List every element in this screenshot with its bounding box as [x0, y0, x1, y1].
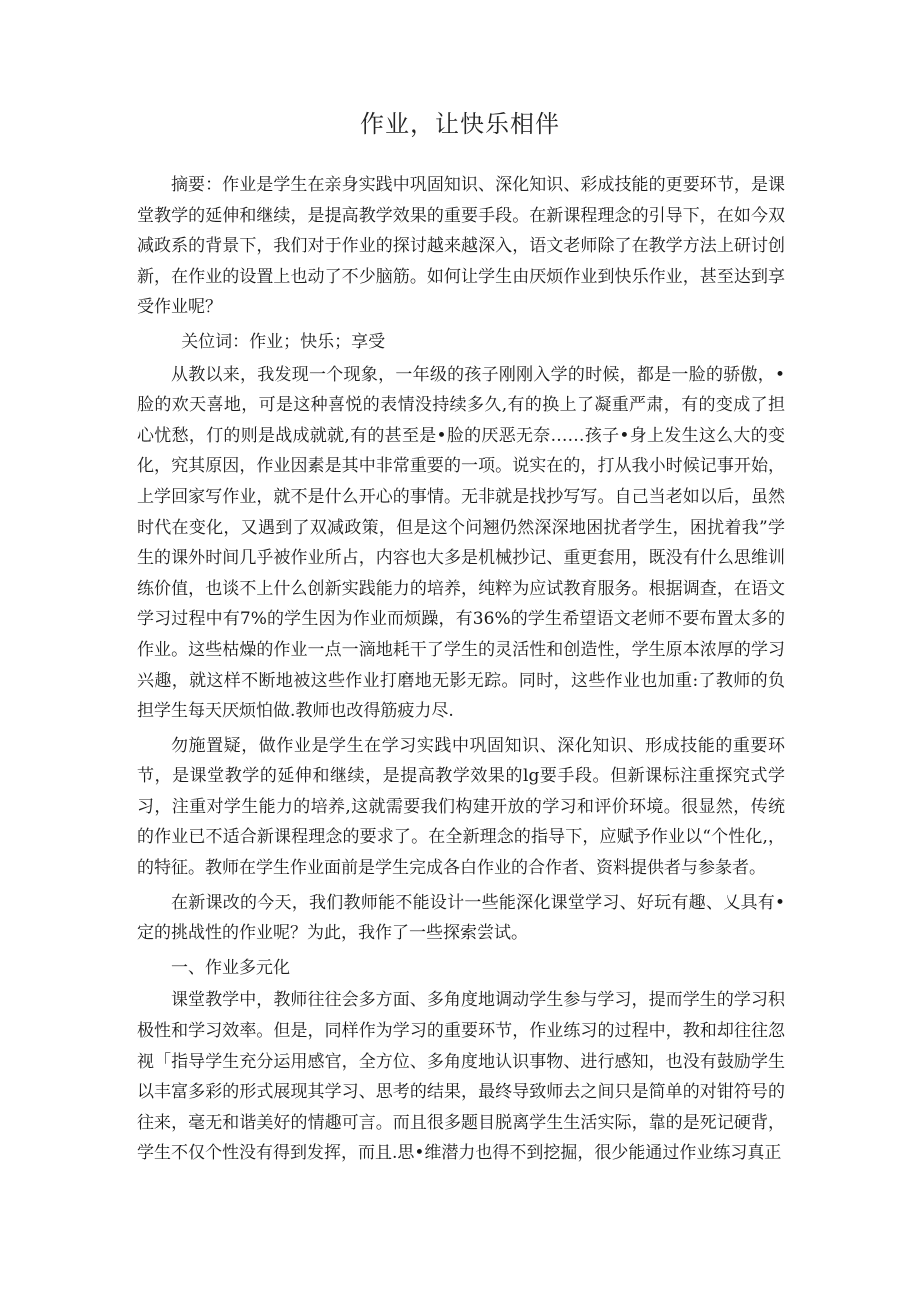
- document-title: 作业，让快乐相伴: [360, 110, 560, 138]
- abstract-paragraph: 摘要：作业是学生在亲身实践中巩固知识、深化知识、彩成技能的更要环节，是课堂教学的延伸和继续，是提高教学效果的重要手段。在新课程理念的引导下，在如今双减政系的背景下，我们对于作业的探讨越来越深入，语文老师除了在教学方法上研讨创新，在作业的设置上也动了不少脑筋。如何让学生由厌烦作业到快乐作业，甚至达到享受作业呢？: [137, 175, 785, 318]
- section-heading: 一、作业多元化: [171, 957, 290, 978]
- body-paragraph: 勿施置疑，做作业是学生在学习实践中巩固知识、深化知识、形成技能的重要环节，是课堂教学的延伸和继续，是提高教学效果的lg要手段。但新课标注重探究式学习，注重对学生能力的培养,这就需要我们构建开放的学习和评价环境。很显然，传统的作业已不适合新课程理念的要求了。在全新理念的指导下，应赋予作业以“个性化,，的特征。教师在学生作业面前是学生完成各白作业的合作者、资料提供者与参彖者。: [137, 735, 785, 879]
- section-paragraph: 课堂教学中，教师往往会多方面、多角度地调动学生参与学习，提而学生的学习积极性和学习效率。但是，同样作为学习的重要环节，作业练习的过程中，教和却往往忽视「指导学生充分运用感官，全方位、多角度地认识事物、进行感知，也没有鼓励学生以丰富多彩的形式展现其学习、思考的结果，最终导致师去之间只是简单的对钳符号的往来，毫无和谐美好的情趣可言。而且很多题目脱离学生生活实际，靠的是死记硬背，学生不仅个性没有得到发挥，而且.思•维潜力也得不到挖掘，很少能通过作业练习真正: [137, 990, 785, 1164]
- keywords-line: 关位词：作业；快乐；享受: [181, 331, 386, 352]
- document-body: [137, 170, 785, 1173]
- body-paragraph: 从教以来，我发现一个现象，一年级的孩子刚刚入学的时候，都是一脸的骄傲，•脸的欢天喜地，可是这种喜悦的表情没持续多久,有的换上了凝重严肃，有的变成了担心忧愁，仃的则是战成就就,有的甚至是•脸的厌恶无奈……孩子•身上发生这么大的变化，究其原因，作业因素是其中非常重要的一项。说实在的，打从我小时候记事开始，上学回家写作业，就不是什么开心的事情。无非就是找抄写写。自己当老如以后，虽然时代在变化，又遇到了双减政策，但是这个问翘仍然深深地困扰者学生，困扰着我”学生的课外时间几乎被作业所占，内容也大多是机械抄记、重更套用，既没有什么思维训练价值，也谈不上什么创新实践能力的培养，纯粹为应试教育服务。根据调查，在语文学习过程中有7%的学生因为作业而烦躁，有36%的学生希望语文老师不要布置太多的作业。这些枯燥的作业一点一滴地耗干了学生的灵活性和创造性，学生原本浓厚的学习兴趣，就这样不断地被这些作业打磨地无影无踪。同时，这些作业也加重:了教师的负担学生每天厌烦怕做.教师也改得筋疲力尽.: [137, 364, 785, 722]
- body-paragraph: 在新课改的今天，我们教师能不能设计一些能深化课堂学习、好玩有趣、乂具有•定的挑战性的作业呢？为此，我作了一些探索尝试。: [137, 892, 785, 944]
